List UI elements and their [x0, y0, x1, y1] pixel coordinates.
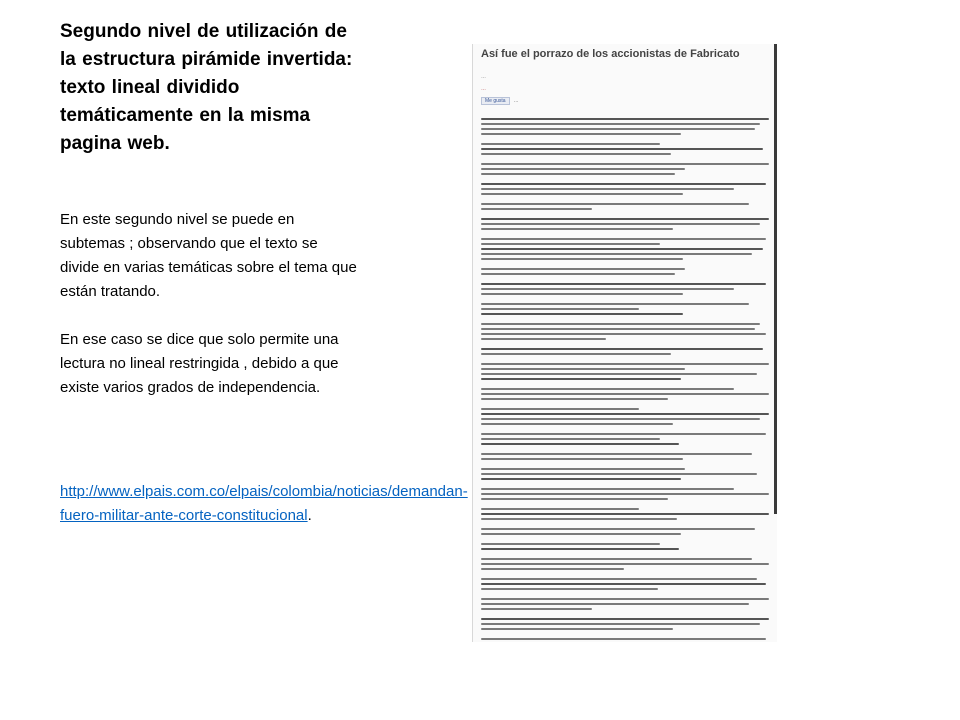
article-text-line [481, 283, 766, 285]
article-text-line [481, 303, 749, 305]
article-text-line [481, 163, 769, 165]
article-text-line [481, 488, 734, 490]
title-block [60, 18, 360, 158]
article-text-line [481, 398, 668, 400]
article-text-line [481, 563, 769, 565]
article-text-line [481, 478, 681, 480]
article-text-line [481, 533, 681, 535]
article-text-line [481, 288, 734, 290]
source-link[interactable]: http://www.elpais.com.co/elpais/colombia/noticias/demandan-fuero-militar-ante-corte-constitucional [60, 483, 468, 524]
article-text-line [481, 548, 679, 550]
article-text-line [481, 408, 639, 410]
article-text-line [481, 203, 749, 205]
article-text-line [481, 248, 763, 250]
article-text-line [481, 268, 685, 270]
article-text-line [481, 568, 624, 570]
article-text-line [481, 618, 769, 620]
article-text-line [481, 348, 763, 350]
article-text-line [481, 638, 766, 640]
article-text-line [481, 388, 734, 390]
article-text-line [481, 183, 766, 185]
article-text-line [481, 168, 685, 170]
article-text-line [481, 258, 683, 260]
article-text-line [481, 628, 673, 630]
article-text-line [481, 623, 760, 625]
article-text-line [481, 253, 752, 255]
article-text-line [481, 518, 677, 520]
like-button[interactable]: Me gusta [481, 97, 510, 105]
article-text-line [481, 543, 660, 545]
article-text-line [481, 368, 685, 370]
article-text-line [481, 223, 760, 225]
article-text-line [481, 218, 769, 220]
article-text-line [481, 118, 769, 120]
article-text-line [481, 413, 769, 415]
article-title: Así fue el porrazo de los accionistas de Fabricato [481, 48, 740, 60]
article-text-line [481, 153, 671, 155]
article-social-bar [481, 97, 519, 105]
article-text-line [481, 468, 685, 470]
article-text-line [481, 603, 749, 605]
article-text-line [481, 373, 757, 375]
article-text-line [481, 308, 639, 310]
article-text-line [481, 378, 681, 380]
paragraph-2: En ese caso se dice que solo permite una lectura no lineal restringida , debido a que existe varios grados de independencia. [60, 331, 339, 396]
article-text-line [481, 508, 639, 510]
article-text-line [481, 423, 673, 425]
article-text-line [481, 473, 757, 475]
article-text-line [481, 583, 766, 585]
article-text-line [481, 438, 660, 440]
article-text-line [481, 143, 660, 145]
article-body [481, 118, 769, 642]
link-suffix: . [307, 507, 312, 524]
article-text-line [481, 228, 673, 230]
article-text-line [481, 338, 606, 340]
article-text-line [481, 148, 763, 150]
article-text-line [481, 128, 755, 130]
article-text-line [481, 193, 683, 195]
article-text-line [481, 453, 752, 455]
article-text-line [481, 578, 757, 580]
article-text-line [481, 608, 592, 610]
article-text-line [481, 133, 681, 135]
article-text-line [481, 418, 760, 420]
article-text-line [481, 323, 760, 325]
article-text-line [481, 598, 769, 600]
slide-title: Segundo nivel de utilización de la estructura pirámide invertida: texto lineal dividido temáticamente en la misma pagina web. [60, 21, 353, 154]
article-text-line [481, 558, 752, 560]
article-text-line [481, 513, 769, 515]
article-text-line [481, 313, 683, 315]
article-text-line [481, 443, 679, 445]
article-text-line [481, 528, 755, 530]
source-link-container [60, 480, 468, 528]
article-text-line [481, 188, 734, 190]
paragraph-1: En este segundo nivel se puede en subtemas ; observando que el texto se divide en varias temáticas sobre el tema que están tratando. [60, 211, 357, 300]
article-text-line [481, 293, 683, 295]
article-text-line [481, 273, 675, 275]
article-text-line [481, 498, 668, 500]
article-text-line [481, 433, 766, 435]
article-text-line [481, 243, 660, 245]
article-text-line [481, 588, 658, 590]
like-text: … [513, 98, 519, 104]
article-text-line [481, 393, 769, 395]
article-text-line [481, 238, 766, 240]
article-screenshot [472, 44, 777, 642]
article-edge-bar [774, 44, 777, 514]
article-text-line [481, 328, 755, 330]
article-text-line [481, 173, 675, 175]
article-text-line [481, 493, 769, 495]
article-text-line [481, 333, 766, 335]
article-text-line [481, 123, 760, 125]
article-text-line [481, 458, 683, 460]
article-text-line [481, 208, 592, 210]
article-meta: … [481, 86, 486, 92]
article-subtitle: … [481, 74, 486, 80]
article-text-line [481, 353, 671, 355]
article-text-line [481, 363, 769, 365]
